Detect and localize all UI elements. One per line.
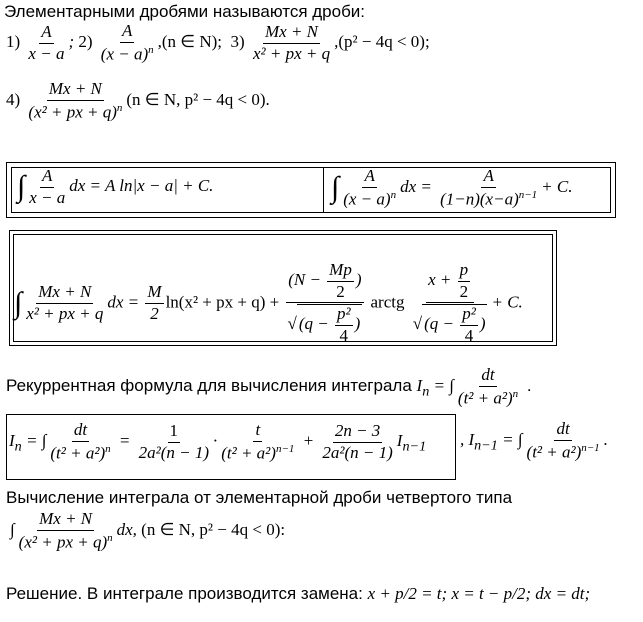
frac-den: $(x - a)^n$ bbox=[343, 188, 397, 209]
recurrence-initial: , $I_{n-1}$ = ∫ $\frac{dt}{(t^2 + a^2)^{n-1}}$ . bbox=[460, 419, 608, 462]
cond-3: (p² − 4q < 0); bbox=[338, 31, 430, 51]
ln-term: ln(x² + px + q) + bbox=[165, 292, 280, 312]
recurrent-text: Рекуррентная формула для вычисления интеграла bbox=[6, 375, 412, 395]
frac-num: Mx + N bbox=[37, 510, 94, 531]
frac-den: √ (q − $\frac{\text{p²}}{4}$ ) bbox=[412, 304, 486, 346]
frac-den: (x² + px + q)$^n$ bbox=[28, 101, 123, 122]
recurrent-line: Рекуррентная формула для вычисления интеграла $I_n$ = ∫ $\frac{dt}{(t^2 + a^2)^n}$ . bbox=[6, 365, 532, 408]
rec-second: I bbox=[468, 429, 475, 449]
solution-line bbox=[6, 584, 590, 604]
def-label-3: 3) bbox=[230, 31, 245, 51]
frac-den: $(1-n)(x-a)^{n-1}$ bbox=[440, 188, 538, 209]
frac-den: 2a²(n − 1) bbox=[138, 442, 209, 462]
frac-den: 2a²(n − 1) bbox=[322, 442, 393, 462]
def-label-2: 2) bbox=[78, 31, 93, 51]
solution-text: Решение. В интеграле производится замена: bbox=[6, 584, 363, 603]
frac-den: 2 bbox=[336, 281, 345, 301]
def-label-1: 1) bbox=[6, 31, 21, 51]
fourth-type-text: Вычисление интеграла от элементарной дроби четвертого типа bbox=[6, 488, 513, 507]
den-text: (t² + a²) bbox=[457, 388, 513, 408]
frac-den: √ (q − $\frac{\text{p²}}{4}$ ) bbox=[287, 304, 361, 346]
cond-4: (n ∈ N, p² − 4q < 0). bbox=[126, 89, 270, 109]
frac-den: $(t^2 + a^2)^n$ bbox=[457, 387, 519, 408]
n-in-N: (n ∈ N); bbox=[161, 31, 223, 51]
frac-den: x − a bbox=[28, 43, 65, 63]
fourth-type-cond: (n ∈ N, p² − 4q < 0): bbox=[141, 519, 286, 539]
recurrence-formula: $I_n$ = ∫ $\frac{dt}{(t^2 + a^2)^n}$ = $\frac{1}{\text{2a²(n − 1)}}$ · $\frac{t}{(t^2 + a^2)^{n-1}}$ + $\frac{2n - 3}{\text{2a²(n − 1)}}$ $I_{n-1}$ bbox=[9, 420, 427, 463]
frac-num: 1 bbox=[168, 422, 181, 443]
frac-num: A bbox=[40, 167, 54, 188]
integrals-box-2 bbox=[9, 230, 557, 346]
frac-num: A bbox=[120, 22, 134, 43]
definition-line-2 bbox=[6, 80, 270, 122]
frac-num: Mx + N bbox=[47, 80, 104, 101]
frac-num: M bbox=[145, 283, 163, 304]
definitions-heading: Элементарными дробями называются дроби: bbox=[4, 2, 366, 21]
solution-formula: x + p/2 = t; x = t − p/2; dx = dt; bbox=[367, 584, 591, 603]
frac-num: Mx + N bbox=[36, 283, 93, 304]
integrals-box-1 bbox=[6, 162, 616, 218]
frac-num: (N − $\frac{Mp}{2}$ ) bbox=[286, 261, 363, 303]
frac-num: Mp bbox=[327, 261, 354, 282]
arctg: arctg bbox=[370, 292, 405, 312]
frac-den: 2 bbox=[150, 303, 159, 323]
frac-num: x + $\frac{p}{2}$ bbox=[426, 261, 474, 303]
fourth-type-integral: ∫ $\frac{Mx + N}{(x^2 + px + q)^n}$ dx, (n ∈ N, p² − 4q < 0): bbox=[10, 509, 286, 552]
definition-line-1: 1) $\frac{A}{x - a}$ ; 2) $\frac{A}{(x - a)^n}$ ,(n ∈ N); 3) $\frac{Mx + N}{\text{x² + px + q}}$ ,(p² − 4q < 0); bbox=[6, 21, 430, 64]
frac-num: dt bbox=[479, 366, 496, 387]
recurrent-dot: . bbox=[526, 375, 532, 395]
integral-log: ∫ $\frac{A}{x - a}$ dx = A ln|x − a| + C. bbox=[17, 166, 214, 207]
frac-num: t bbox=[253, 421, 262, 442]
def-label-4: 4) bbox=[6, 89, 21, 109]
frac-den: x² + px + q bbox=[26, 303, 104, 323]
den-text: (1−n)(x−a) bbox=[440, 189, 519, 209]
integral-power: ∫ $\frac{A}{(x - a)^n}$ dx = $\frac{A}{(1-n)(x-a)^{n-1}}$ + C. bbox=[331, 166, 573, 209]
frac-num: 2n − 3 bbox=[333, 422, 382, 443]
frac-den: $(x - a)^n$ bbox=[100, 43, 154, 64]
integral-third-type: ∫ $\frac{Mx + N}{\text{x² + px + q}}$ dx = $\frac{M}{2}$ ln(x² + px + q) + (N − $\frac{Mp}{2}$ ) √ (q − $\frac{\text{p²}}{4}$ ) arctg x + $\frac{p}{2}$ √ (q − $\frac{\text{p²}}{4}$ ) + C. bbox=[14, 260, 523, 346]
frac-num: A bbox=[39, 23, 53, 44]
third-type-tail: + C. bbox=[491, 292, 523, 312]
integral-log-rhs: dx = A ln|x − a| + C. bbox=[69, 176, 214, 196]
frac-num: Mx + N bbox=[263, 23, 320, 44]
rec-tail: I bbox=[396, 430, 403, 450]
integral-power-tail: + C. bbox=[541, 176, 573, 196]
frac-den: x² + px + q bbox=[252, 43, 331, 63]
frac-num: A bbox=[481, 167, 495, 188]
frac-den: x − a bbox=[29, 187, 66, 207]
recurrence-box bbox=[6, 414, 456, 480]
frac-num: A bbox=[362, 167, 376, 188]
